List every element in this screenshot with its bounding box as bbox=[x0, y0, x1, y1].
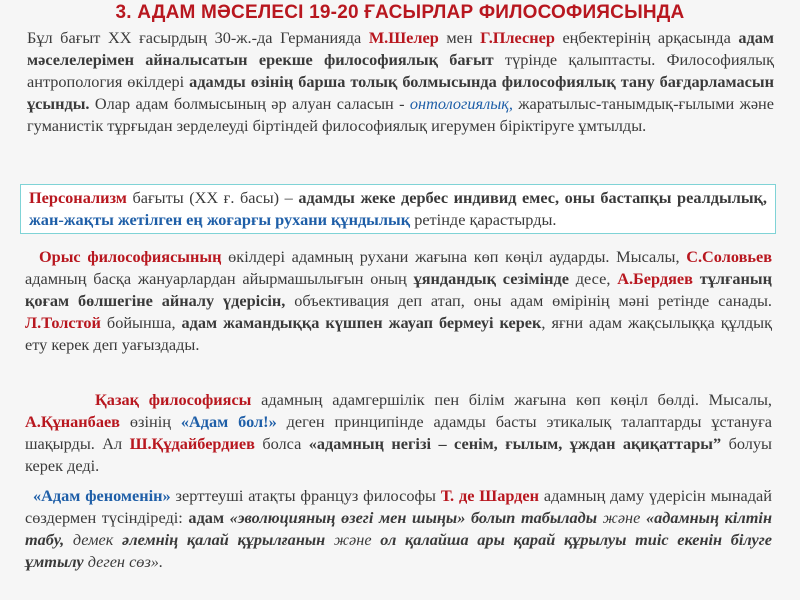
text: бойынша, bbox=[100, 313, 182, 332]
text: ретінде қарастырды. bbox=[410, 210, 557, 229]
paragraph-kazakh-philosophy bbox=[25, 389, 772, 477]
name-kunanbaev: А.Құнанбаев bbox=[25, 412, 120, 431]
bold-italic-text: «эволюцияның өзегі мен шыңы» болып табылады bbox=[224, 508, 598, 527]
name-chardin: Т. де Шарден bbox=[440, 486, 540, 505]
bold-text: адам bbox=[188, 508, 225, 527]
text: адамның даму үдерісін мынадай сөздермен түсіндіреді: bbox=[25, 486, 772, 527]
bold-italic-text: әлемнің қалай құрылғанын bbox=[122, 530, 326, 549]
paragraph-philosophical-anthropology bbox=[27, 27, 774, 137]
italic-text: және bbox=[597, 508, 646, 527]
bold-italic-text: ол қалайша ары қарай құрылуы тиіс екенін білуге ұмтылу bbox=[25, 530, 772, 571]
text: объективация деп атап, оны адам өмірінің мәні ретінде санады. bbox=[285, 291, 772, 310]
bold-text: адам мәселелерімен айналысатын ерекше философиялық бағыт bbox=[27, 28, 774, 69]
text: бағыты (ХХ ғ. басы) – bbox=[126, 188, 299, 207]
text: зерттеуші атақты француз философы bbox=[170, 486, 441, 505]
page-title: 3. АДАМ МӘСЕЛЕСІ 19-20 ҒАСЫРЛАР ФИЛОСОФИЯСЫНДА bbox=[115, 2, 685, 23]
text: Бұл бағыт ХХ ғасырдың 30-ж.-да Германияда bbox=[27, 28, 369, 47]
bold-text: ұяндандық сезімінде bbox=[413, 269, 569, 288]
bold-text: тұлғаның қоғам бөлшегіне айналу үдерісін, bbox=[25, 269, 773, 310]
term-human-phenomenon: «Адам феноменін» bbox=[33, 486, 171, 505]
name-berdyaev: А.Бердяев bbox=[617, 269, 693, 288]
italic-term: онтологиялық, bbox=[409, 94, 513, 113]
paragraph-russian-philosophy bbox=[25, 246, 772, 356]
term-personalism: Персонализм bbox=[29, 188, 127, 207]
personalism-text bbox=[29, 187, 767, 231]
text: адамның адамгершілік пен білім жағына көп көңіл бөлді. Мысалы, bbox=[251, 390, 773, 409]
text: болса bbox=[254, 434, 309, 453]
paragraph-human-phenomenon bbox=[25, 485, 772, 573]
bold-text: адамды жеке дербес индивид емес, оны бастапқы реалдылық, bbox=[298, 188, 767, 207]
text: түрінде қалыптасты. Философиялық антропология өкілдері bbox=[27, 50, 774, 91]
text: өкілдері адамның рухани жағына көп көңіл аударды. Мысалы, bbox=[221, 247, 687, 266]
text: деген принципінде адамды басты этикалық талаптарды ұстануға шақырды. Ал bbox=[25, 412, 773, 453]
text: болуы керек деді. bbox=[25, 434, 772, 475]
term-russian-philosophy: Орыс философиясының bbox=[39, 247, 222, 266]
italic-text: және bbox=[325, 530, 381, 549]
text: адамның басқа жануарлардан айырмашылығын оның bbox=[25, 269, 414, 288]
text: десе, bbox=[568, 269, 618, 288]
italic-text: деген сөз». bbox=[83, 552, 164, 571]
personalism-box bbox=[20, 184, 776, 234]
bold-text: адамды өзінің барша толық болмысында философиялық тану бағдарламасын ұсынды. bbox=[27, 72, 774, 113]
text: еңбектерінің арқасында bbox=[554, 28, 739, 47]
highlight-text: жан-жақты жетілген ең жоғарғы рухани құндылық bbox=[29, 210, 411, 229]
name-plessner: Г.Плеснер bbox=[480, 28, 555, 47]
name-tolstoy: Л.Толстой bbox=[25, 313, 101, 332]
italic-text: демек bbox=[64, 530, 123, 549]
text: мен bbox=[438, 28, 481, 47]
name-scheler: М.Шелер bbox=[368, 28, 439, 47]
term-kazakh-philosophy: Қазақ философиясы bbox=[95, 390, 252, 409]
name-kudaiberdiev: Ш.Құдайбердиев bbox=[129, 434, 255, 453]
text: өзінің bbox=[119, 412, 181, 431]
bold-text: адам жамандыққа күшпен жауап бермеуі керек bbox=[181, 313, 542, 332]
quote-adam-bol: «Адам бол!» bbox=[180, 412, 277, 431]
bold-text: «адамның негізі – сенім, ғылым, ұждан ақиқаттары” bbox=[308, 434, 722, 453]
text: , яғни адам жақсылыққа құлдық ету керек деп уағыздады. bbox=[25, 313, 773, 354]
bold-italic-text: «адамның кілтін табу, bbox=[25, 508, 772, 549]
name-soloviev: С.Соловьев bbox=[686, 247, 772, 266]
text: Олар адам болмысының әр алуан саласын - bbox=[89, 94, 410, 113]
text: жаратылыс-танымдық-ғылыми және гуманистік тұрғыдан зерделеуді біртіндей философиялық игерумен біріктіруге ұмтылды. bbox=[27, 94, 774, 135]
